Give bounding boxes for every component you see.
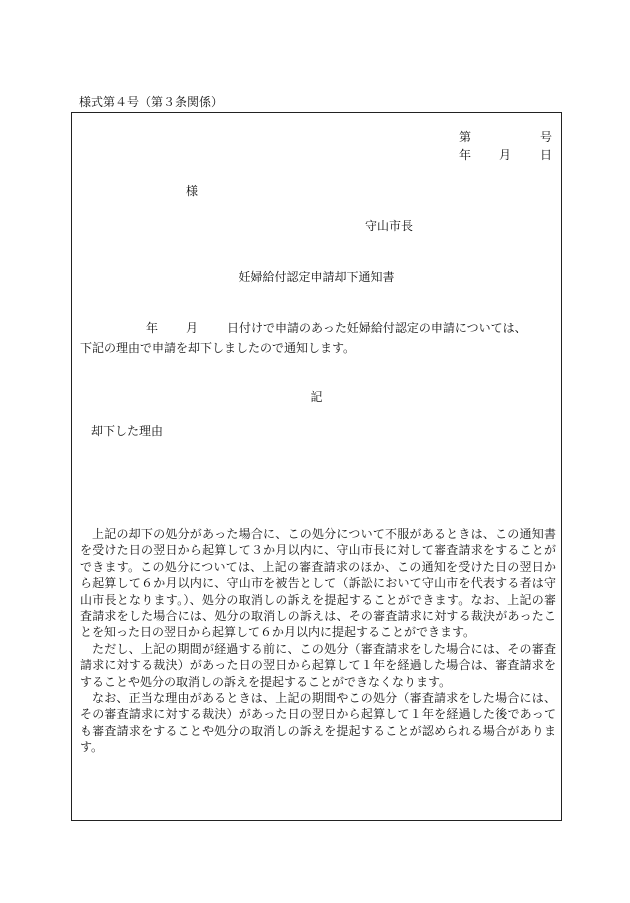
- intro-text: 日付けで申請のあった妊婦給付認定の申請については、: [227, 321, 527, 335]
- form-number-label: 様式第４号（第３条関係）: [79, 95, 224, 109]
- ki-heading: 記: [310, 390, 323, 404]
- appeal-notice: [80, 526, 556, 756]
- document-number-prefix: 第: [459, 130, 472, 144]
- date-month-label: 月: [499, 148, 512, 162]
- date-year-label: 年: [459, 148, 472, 162]
- appeal-notice-paragraph: ただし、上記の期間が経過する前に、この処分（審査請求をした場合には、その審査請求に対する裁決）があった日の翌日から起算して１年を経過した場合は、審査請求をすることや処分の取消しの訴えを提起することができなくなります。: [80, 641, 556, 689]
- intro-month-label: 月: [186, 321, 199, 335]
- document-number-suffix: 号: [540, 130, 553, 144]
- notice-frame: [71, 112, 562, 821]
- appeal-notice-paragraph: なお、正当な理由があるときは、上記の期間やこの処分（審査請求をした場合には、その審査請求に対する裁決）があった日の翌日から起算して１年を経過した後であっても審査請求をすることや処分の取消しの訴えを提起することが認められる場合があります。: [80, 691, 556, 755]
- issuer-name: 守山市長: [365, 219, 414, 233]
- intro-year-label: 年: [146, 321, 159, 335]
- intro-line-2: 下記の理由で申請を却下しましたので通知します。: [80, 341, 356, 355]
- appeal-notice-paragraph: 上記の却下の処分があった場合に、この処分について不服があるときは、この通知書を受けた日の翌日から起算して３か月以内に、守山市長に対して審査請求をすることができます。この処分については、上記の審査請求のほか、この通知を受けた日の翌日から起算して６か月以内に、守山市を被告として（訴訟において守山市を代表する者は守山市長となります。）、処分の取消しの訴えを提起することができます。なお、上記の審査請求をした場合には、処分の取消しの訴えは、その審査請求に対する裁決があったことを知った日の翌日から起算して６か月以内に提起することができます。: [80, 527, 556, 640]
- date-day-label: 日: [540, 148, 553, 162]
- rejection-reason-label: 却下した理由: [91, 424, 164, 438]
- addressee-suffix: 様: [186, 184, 199, 198]
- document-title: 妊婦給付認定申請却下通知書: [238, 270, 395, 284]
